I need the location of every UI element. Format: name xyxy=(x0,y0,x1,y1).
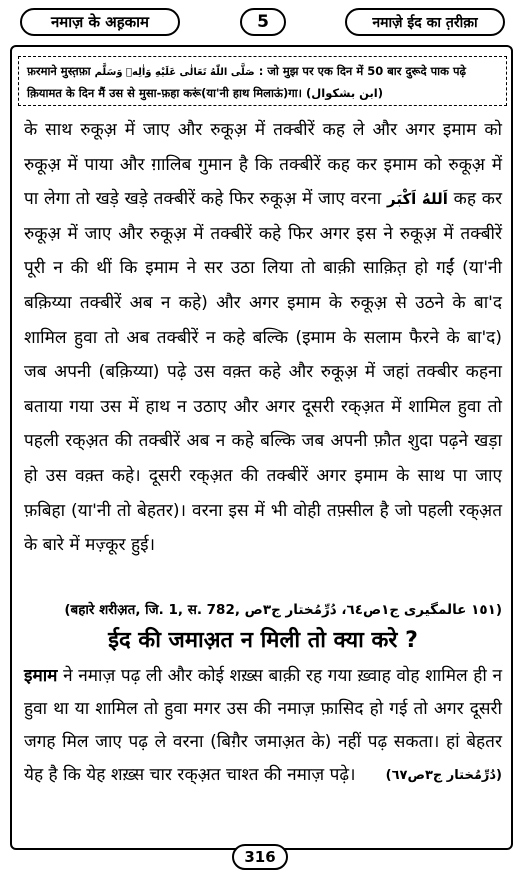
reference-citation: (बहारे शरीअ़त, जि. 1, स. 782, ١٥١ عالمگیری ج١ص٦٤، دُرِّمُختار ج٣ص) xyxy=(64,602,502,618)
chapter-title-pill xyxy=(345,8,505,36)
salutation-arabic: صَلَّى اللّٰهُ تَعَالٰى عَلَيْهِ وَاٰلِهٖ وَسَلَّم xyxy=(94,67,255,78)
chapter-title: नमाज़े ईद का त़रीक़ा xyxy=(372,14,478,31)
second-paragraph-text: ने नमाज़ पढ़ ली और कोई शख़्स बाक़ी रह गया ख़्वाह वोह शामिल ही न हुवा था या शामिल तो हुवा मगर उस की नमाज़ फ़ासिद हो गई तो अगर दूसरी जगह मिल जाए पढ़ ले वरना (बिग़ैर जमाअ़त के) नहीं पढ़ सकता। हां बेहतर येह है कि येह शख़्स चार रक्अ़त चाश्त की नमाज़ पढ़े। xyxy=(24,666,502,785)
chapter-page-pill xyxy=(240,8,286,36)
body-part-2: कह कर रुकूअ़ में जाए और रुकूअ़ में तक्बीरें कहे फिर अगर इस ने रुकूअ़ में तक्बीरें पूरी न की थीं कि इमाम ने सर उठा लिया तो बाक़ी साक़ित़ हो गईं (या'नी बक़िय्या तक्बीरें अब न कहे) और अगर इमाम के रुकूअ़ से उठने के बा'द शामिल हुवा तो अब तक्बीरें न कहे बल्कि (इमाम के सलाम फैरने के बा'द) जब अपनी (बक़िय्या) पढ़े उस वक़्त कहे और रुकूअ़ में जहां तक्बीर कहना बताया गया उस में हाथ न उठाए और अगर दूसरी रक्अ़त में शामिल हुवा तो पहली रक्अ़त की तक्बीरें अब न कहे बल्कि जब अपनी फ़ौत शुदा पढ़ने खड़ा हो उस वक़्त कहे। दूसरी रक्अ़त की तक्बीरें अगर इमाम के साथ पा जाए फ़बिहा (या'नी तो बेहतर)। वरना इस में भी वोही तफ़्सील है जो पहली रक्अ़त के बारे में मज़्कूर हुई। xyxy=(24,189,502,556)
notice-source: (ابن بشکوال) xyxy=(306,86,384,100)
section-heading: ईद की जमाअ़त न मिली तो क्या करे ? xyxy=(108,628,418,653)
book-title-pill xyxy=(20,8,180,36)
page-number: 316 xyxy=(244,848,276,866)
second-paragraph xyxy=(24,660,502,792)
hadith-notice-box xyxy=(18,56,507,106)
takbeer-calligraphy: اَللهُ اَکْبَر xyxy=(386,190,448,209)
lead-word: इमाम xyxy=(24,666,58,686)
notice-label: फ़रमाने मुस्त़फ़ा xyxy=(27,64,91,78)
notice-text: : जो मुझ पर एक दिन में 50 बार दुरूदे पाक पढ़े क़ियामत के दिन मैं उस से मुसा-फ़हा करूं(या'नी हाथ मिलाऊं)गा। xyxy=(27,64,466,100)
page-number-pill xyxy=(232,844,288,870)
inline-reference: (دُرِّمُختار ج٣ص٦٧) xyxy=(385,768,502,783)
main-paragraph xyxy=(24,113,502,563)
book-title: नमाज़ के अह़काम xyxy=(50,13,150,31)
body-part-1: के साथ रुकूअ़ में जाए और रुकूअ़ में तक्बीरें कह ले और अगर इमाम को रुकूअ़ में पाया और ग़ालिब गुमान है कि तक्बीरें कह कर इमाम को रुकूअ़ में पा लेगा तो खड़े खड़े तक्बीरें कहे फिर रुकूअ़ में जाए वरना xyxy=(24,120,502,210)
chapter-page-number: 5 xyxy=(257,12,269,32)
